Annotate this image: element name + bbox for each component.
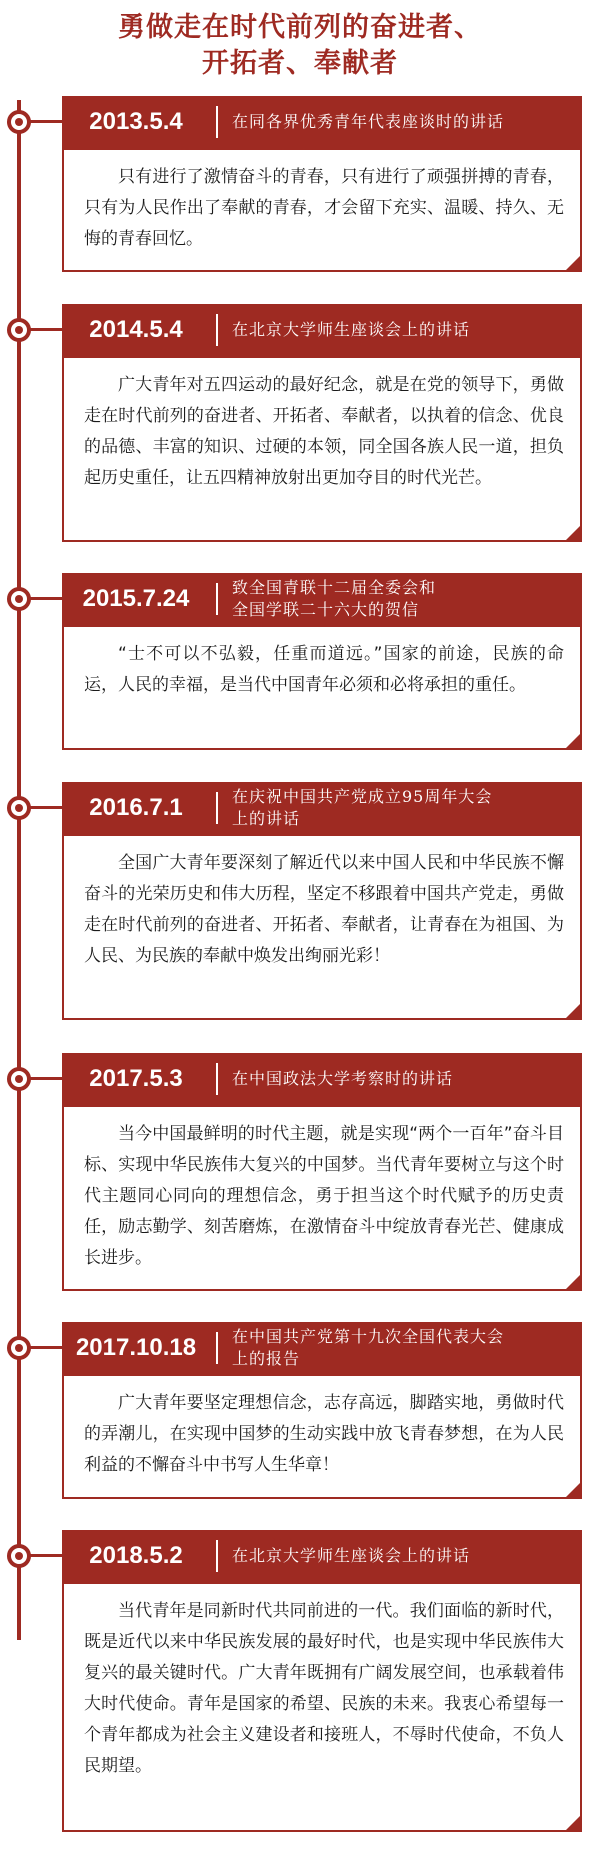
entry-header (62, 1053, 582, 1105)
timeline-connector (30, 806, 62, 809)
entry-date: 2015.7.24 (82, 585, 190, 612)
entry-occasion: 在北京大学师生座谈会上的讲话 (232, 1546, 471, 1565)
entry-quote: 全国广大青年要深刻了解近代以来中国人民和中华民族不懈奋斗的光荣历史和伟大历程，坚定不移跟着中国共产党走，勇做走在时代前列的奋进者、开拓者、奉献者，让青春在为祖国、为人民、为民族的奉献中焕发出绚丽光彩！ (84, 853, 564, 966)
header-divider (216, 314, 218, 346)
entry-occasion: 在中国共产党第十九次全国代表大会 上的报告 (232, 1327, 505, 1368)
entry-occasion: 在中国政法大学考察时的讲话 (232, 1069, 454, 1088)
entry-quote: 当今中国最鲜明的时代主题，就是实现“两个一百年”奋斗目标、实现中华民族伟大复兴的中国梦。当代青年要树立与这个时代主题同心同向的理想信念，勇于担当这个时代赋予的历史责任，励志勤学、刻苦磨炼，在激情奋斗中绽放青春光芒、健康成长进步。 (84, 1124, 564, 1268)
entry-date: 2016.7.1 (89, 794, 183, 821)
entry-quote-box (62, 625, 582, 750)
header-divider (216, 792, 218, 824)
entry-date: 2013.5.4 (89, 108, 183, 135)
entry-header (62, 573, 582, 625)
entry-header (62, 1322, 582, 1374)
header-divider (216, 1332, 218, 1364)
timeline-node-icon (7, 587, 31, 611)
entry-quote-box (62, 1105, 582, 1291)
timeline-node-icon (7, 1067, 31, 1091)
header-divider (216, 1063, 218, 1095)
entry-quote-box (62, 834, 582, 1020)
entry-occasion: 在同各界优秀青年代表座谈时的讲话 (232, 112, 505, 131)
entry-date: 2017.10.18 (75, 1334, 197, 1361)
timeline-connector (30, 1077, 62, 1080)
header-divider (216, 106, 218, 138)
entry-header (62, 782, 582, 834)
entry-quote-box (62, 356, 582, 542)
entry-occasion: 在庆祝中国共产党成立95周年大会 上的讲话 (232, 787, 493, 828)
title-line-1: 勇做走在时代前列的奋进者、 (118, 12, 482, 43)
entry-header (62, 304, 582, 356)
entry-quote-box (62, 148, 582, 272)
header-divider (216, 1540, 218, 1572)
header-divider (216, 583, 218, 615)
entry-date: 2017.5.3 (89, 1065, 183, 1092)
entry-quote-box (62, 1374, 582, 1499)
title-line-2: 开拓者、奉献者 (202, 48, 398, 79)
entry-quote-box (62, 1582, 582, 1832)
timeline-node-icon (7, 318, 31, 342)
entry-date: 2014.5.4 (89, 316, 183, 343)
entry-occasion: 致全国青联十二届全委会和 全国学联二十六大的贺信 (232, 578, 437, 619)
timeline-connector (30, 120, 62, 123)
timeline-connector (30, 1554, 62, 1557)
timeline-node-icon (7, 796, 31, 820)
entry-quote: 当代青年是同新时代共同前进的一代。我们面临的新时代，既是近代以来中华民族发展的最好时代，也是实现中华民族伟大复兴的最关键时代。广大青年既拥有广阔发展空间，也承载着伟大时代使命。青年是国家的希望、民族的未来。我衷心希望每一个青年都成为社会主义建设者和接班人，不辱时代使命，不负人民期望。 (84, 1601, 564, 1776)
page-title (0, 10, 600, 82)
entry-header (62, 1530, 582, 1582)
timeline-node-icon (7, 1544, 31, 1568)
timeline-connector (30, 328, 62, 331)
timeline-connector (30, 1346, 62, 1349)
timeline-node-icon (7, 110, 31, 134)
entry-quote: 广大青年对五四运动的最好纪念，就是在党的领导下，勇做走在时代前列的奋进者、开拓者、奉献者，以执着的信念、优良的品德、丰富的知识、过硬的本领，同全国各族人民一道，担负起历史重任，让五四精神放射出更加夺目的时代光芒。 (84, 375, 564, 488)
entry-header (62, 96, 582, 148)
entry-quote: 只有进行了激情奋斗的青春，只有进行了顽强拼搏的青春，只有为人民作出了奉献的青春，才会留下充实、温暖、持久、无悔的青春回忆。 (84, 167, 564, 249)
entry-quote: 广大青年要坚定理想信念，志存高远，脚踏实地，勇做时代的弄潮儿，在实现中国梦的生动实践中放飞青春梦想，在为人民利益的不懈奋斗中书写人生华章！ (84, 1393, 564, 1475)
entry-occasion: 在北京大学师生座谈会上的讲话 (232, 320, 471, 339)
entry-date: 2018.5.2 (89, 1542, 183, 1569)
timeline-node-icon (7, 1336, 31, 1360)
entry-quote: “士不可以不弘毅，任重而道远。”国家的前途，民族的命运，人民的幸福，是当代中国青年必须和必将承担的重任。 (84, 644, 564, 695)
timeline-connector (30, 597, 62, 600)
